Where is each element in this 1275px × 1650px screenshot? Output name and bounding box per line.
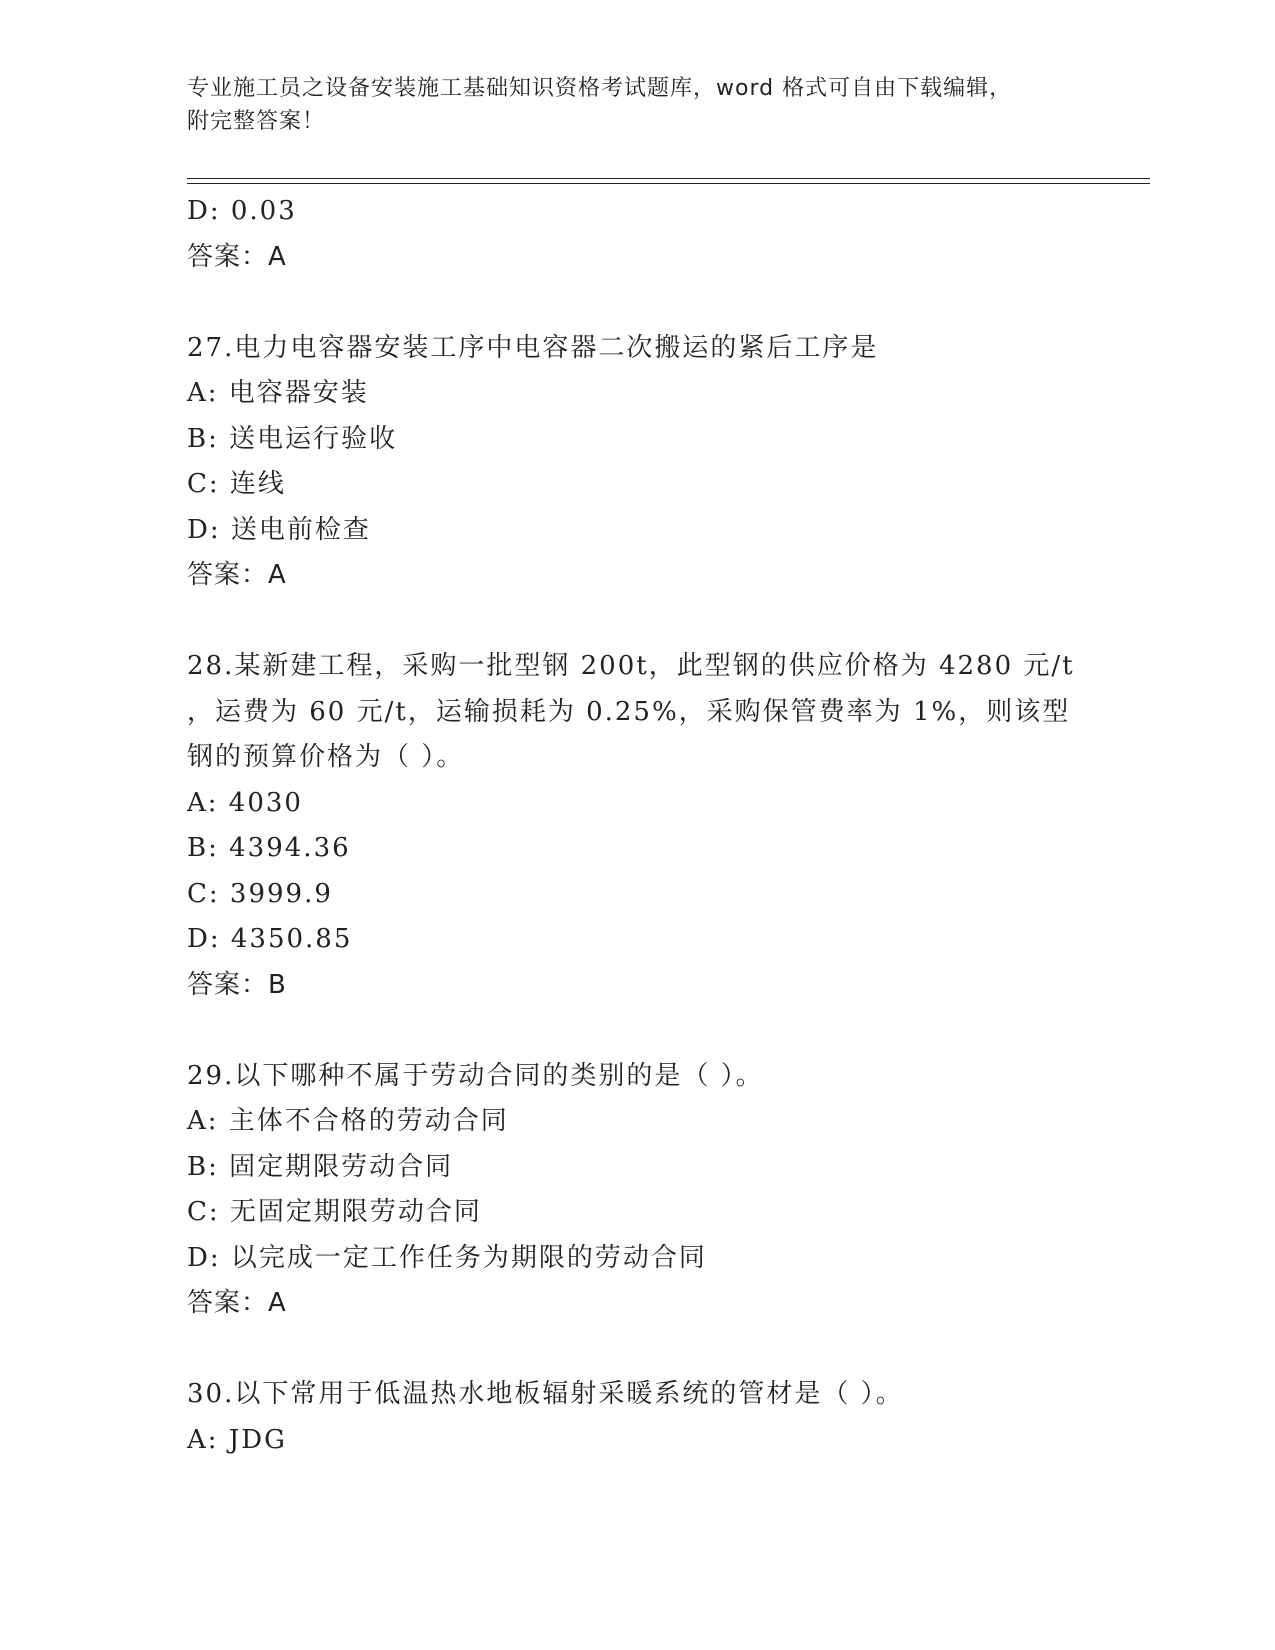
answer: 答案：A [187, 560, 287, 590]
option-a: A: JDG [187, 1424, 287, 1455]
document-header [187, 72, 1087, 138]
spacer [187, 280, 1087, 326]
option-a: A: 主体不合格的劳动合同 [187, 1106, 509, 1136]
answer: 答案：A [187, 1288, 287, 1318]
header-line-1: 专业施工员之设备安装施工基础知识资格考试题库，word 格式可自由下载编辑， [187, 76, 1013, 101]
question-28 [187, 644, 1087, 1008]
option-b: B: 4394.36 [187, 833, 351, 863]
option-c: C: 3999.9 [187, 878, 333, 909]
answer: 答案：B [187, 969, 287, 1000]
option-b: B: 送电运行验收 [187, 423, 398, 454]
option-a: A: 电容器安装 [187, 378, 369, 408]
spacer [187, 1008, 1087, 1054]
option-d: D: 以完成一定工作任务为期限的劳动合同 [187, 1242, 707, 1273]
option-a: A: 4030 [187, 787, 303, 818]
question-stem-line-3: 钢的预算价格为（ ）。 [187, 742, 465, 772]
question-stem: 29.以下哪种不属于劳动合同的类别的是（ ）。 [187, 1060, 764, 1091]
option-b: B: 固定期限劳动合同 [187, 1151, 454, 1182]
answer: 答案：A [187, 241, 287, 272]
option-c: C: 无固定期限劳动合同 [187, 1197, 482, 1227]
spacer [187, 1327, 1087, 1373]
question-list [187, 189, 1087, 1463]
spacer [187, 599, 1087, 645]
option-c: C: 连线 [187, 469, 286, 499]
question-stem-line-1: 28.某新建工程，采购一批型钢 200t，此型钢的供应价格为 4280 元/t [187, 651, 1075, 681]
option-d: D: 4350.85 [187, 924, 353, 954]
question-29 [187, 1054, 1087, 1327]
question-30 [187, 1372, 1087, 1463]
question-stem: 27.电力电容器安装工序中电容器二次搬运的紧后工序是 [187, 332, 879, 363]
option-d: D: 0.03 [187, 196, 297, 226]
header-rule-top [187, 178, 1150, 179]
option-d: D: 送电前检查 [187, 514, 371, 545]
header-rule-bottom [187, 183, 1150, 184]
question-stem-line-2: ，运费为 60 元/t，运输损耗为 0.25%，采购保管费率为 1%，则该型 [187, 696, 1071, 727]
question-stem: 30.以下常用于低温热水地板辐射采暖系统的管材是（ ）。 [187, 1379, 904, 1409]
header-line-2: 附完整答案！ [187, 109, 326, 134]
question-27 [187, 326, 1087, 599]
